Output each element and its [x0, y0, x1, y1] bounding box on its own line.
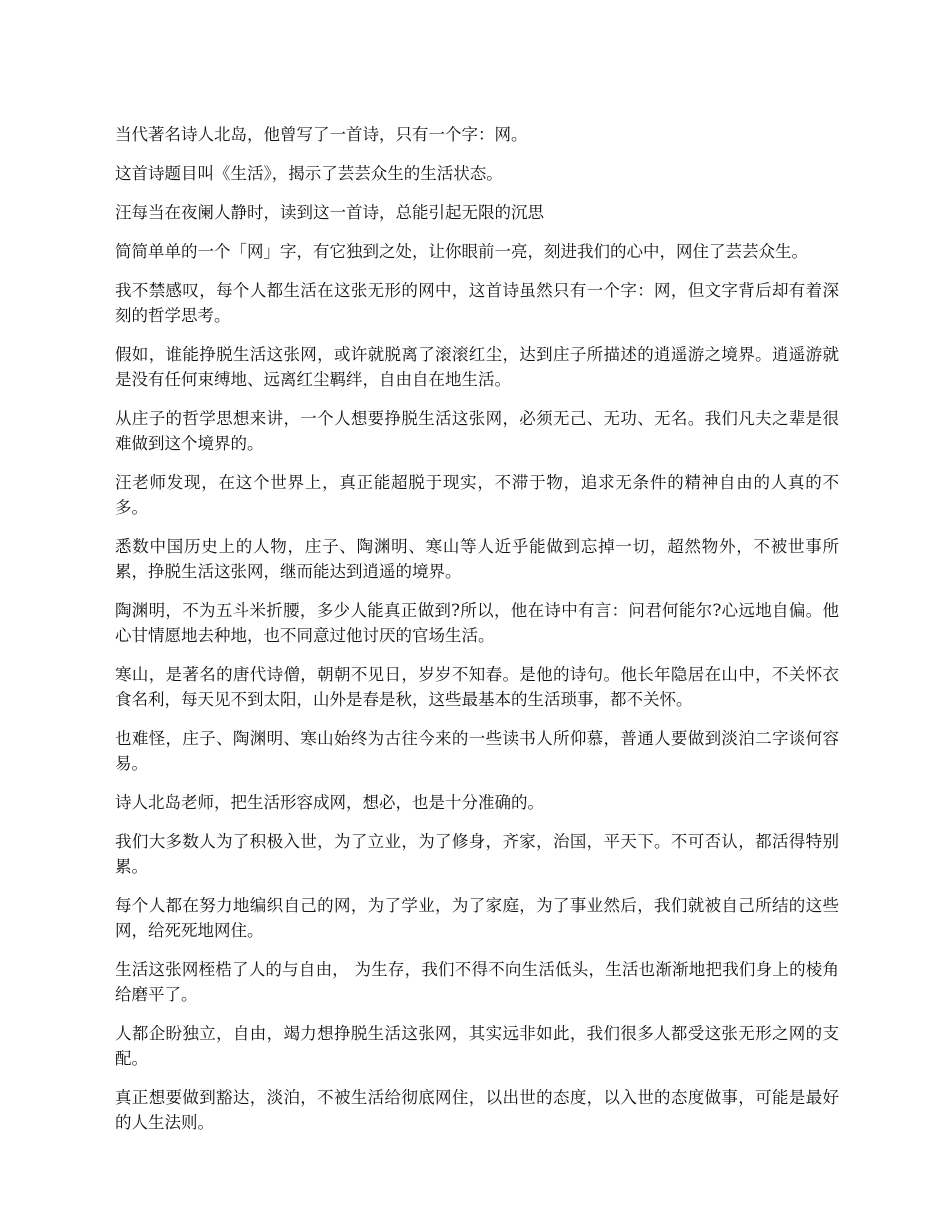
paragraph-9: 悉数中国历史上的人物，庄子、陶渊明、寒山等人近乎能做到忘掉一切，超然物外，不被世事所累，挣脱生活这张网，继而能达到逍遥的境界。: [115, 537, 839, 581]
paragraph-2: 这首诗题目叫《生活》，揭示了芸芸众生的生活状态。: [115, 164, 503, 183]
document-body: [115, 122, 839, 1149]
paragraph-4: 简简单单的一个「网」字，有它独到之处，让你眼前一亮，刻进我们的心中，网住了芸芸众生。: [115, 242, 808, 261]
paragraph-10: 陶渊明，不为五斗米折腰，多少人能真正做到?所以，他在诗中有言：问君何能尔?心远地自偏。他心甘情愿地去种地，也不同意过他讨厌的官场生活。: [115, 601, 839, 645]
paragraph-6: 假如，谁能挣脱生活这张网，或许就脱离了滚滚红尘，达到庄子所描述的逍遥游之境界。逍遥游就是没有任何束缚地、远离红尘羁绊，自由自在地生活。: [115, 345, 839, 389]
paragraph-12: 也难怪，庄子、陶渊明、寒山始终为古往今来的一些读书人所仰慕，普通人要做到淡泊二字谈何容易。: [115, 729, 839, 773]
paragraph-7: 从庄子的哲学思想来讲，一个人想要挣脱生活这张网，必须无己、无功、无名。我们凡夫之辈是很难做到这个境界的。: [115, 409, 839, 453]
paragraph-14: 我们大多数人为了积极入世，为了立业，为了修身，齐家，治国，平天下。不可否认，都活得特别累。: [115, 832, 839, 876]
paragraph-3: 汪每当在夜阑人静时，读到这一首诗，总能引起无限的沉思: [115, 203, 544, 222]
paragraph-17: 人都企盼独立，自由，竭力想挣脱生活这张网，其实远非如此，我们很多人都受这张无形之网的支配。: [115, 1024, 839, 1068]
paragraph-1: 当代著名诗人北岛，他曾写了一首诗，只有一个字：网。: [115, 125, 528, 144]
paragraph-8: 汪老师发现，在这个世界上，真正能超脱于现实，不滞于物，追求无条件的精神自由的人真的不多。: [115, 473, 839, 517]
paragraph-16: 生活这张网桎梏了人的与自由， 为生存，我们不得不向生活低头，生活也渐渐地把我们身上的棱角给磨平了。: [115, 960, 839, 1004]
paragraph-18: 真正想要做到豁达，淡泊，不被生活给彻底网住，以出世的态度，以入世的态度做事，可能是最好的人生法则。: [115, 1088, 839, 1132]
paragraph-5: 我不禁感叹，每个人都生活在这张无形的网中，这首诗虽然只有一个字：网，但文字背后却有着深刻的哲学思考。: [115, 281, 839, 325]
paragraph-13: 诗人北岛老师，把生活形容成网，想必，也是十分准确的。: [115, 793, 544, 812]
paragraph-11: 寒山，是著名的唐代诗僧，朝朝不见日，岁岁不知春。是他的诗句。他长年隐居在山中，不关怀衣食名利，每天见不到太阳，山外是春是秋，这些最基本的生活琐事，都不关怀。: [115, 665, 839, 709]
paragraph-15: 每个人都在努力地编织自己的网，为了学业，为了家庭，为了事业然后，我们就被自己所结的这些网，给死死地网住。: [115, 896, 839, 940]
